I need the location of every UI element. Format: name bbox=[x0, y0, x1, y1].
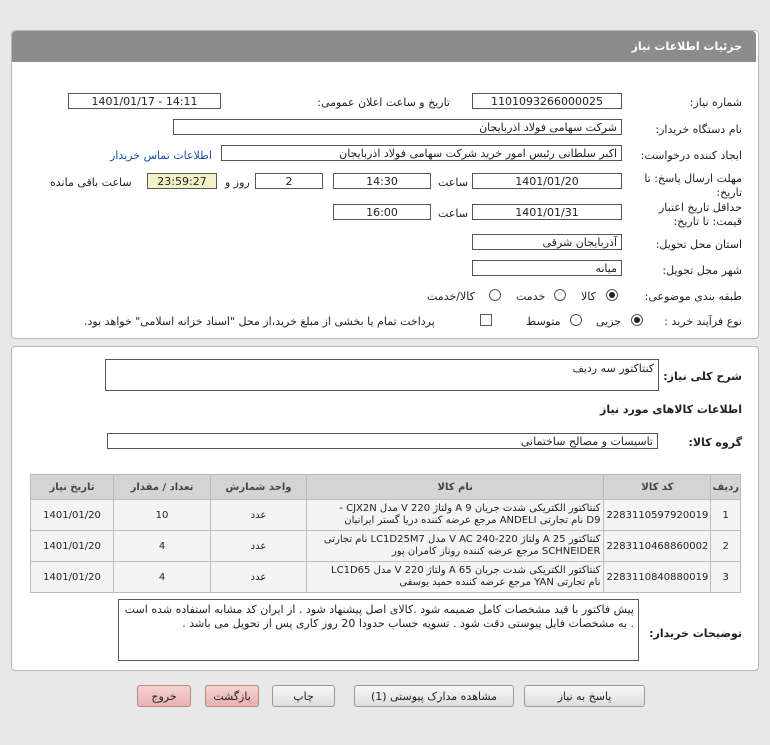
row-need-date: 1401/01/20 bbox=[31, 500, 114, 531]
row-index: 2 bbox=[711, 531, 741, 562]
process-minor-label: جزیی bbox=[596, 315, 622, 328]
announce-date-label: تاریخ و ساعت اعلان عمومی: bbox=[317, 96, 450, 109]
need-number-label: شماره نیاز: bbox=[689, 96, 742, 109]
announce-date-field: 1401/01/17 - 14:11 bbox=[68, 93, 221, 109]
category-goods-radio[interactable] bbox=[606, 289, 618, 301]
deadline-time-field: 14:30 bbox=[333, 173, 431, 189]
deadline-time-label: ساعت bbox=[438, 176, 468, 189]
table-row bbox=[31, 531, 741, 562]
deadline-date-field: 1401/01/20 bbox=[472, 173, 622, 189]
row-name bbox=[307, 531, 604, 562]
page-title: جزئیات اطلاعات نیاز bbox=[631, 40, 742, 53]
row-index: 1 bbox=[711, 500, 741, 531]
need-title-label: شرح کلی نیاز: bbox=[663, 370, 742, 383]
row-name-line2: D9 نام تجارتی ANDELI مرجع عرضه کننده دریا گستر ایرانیان bbox=[344, 515, 601, 526]
city-label: شهر محل تحویل: bbox=[662, 264, 742, 277]
back-button[interactable]: بازگشت bbox=[205, 685, 259, 707]
validity-time-field: 16:00 bbox=[333, 204, 431, 220]
row-quantity: 10 bbox=[114, 500, 211, 531]
days-field: 2 bbox=[255, 173, 323, 189]
process-minor-radio[interactable] bbox=[631, 314, 643, 326]
category-both-radio[interactable] bbox=[489, 289, 501, 301]
row-need-date: 1401/01/20 bbox=[31, 562, 114, 593]
buyer-notes-field: پیش فاکتور با قید مشخصات کامل ضمیمه شود .کالای اصل پیشنهاد شود . از ایران کد مشابه استفاده شده است . به مشخصات فایل پیوستی دقت شود . تسویه حساب حدودا 20 روز کاری پس از تحویل می باشد . bbox=[118, 599, 639, 661]
category-service-radio[interactable] bbox=[554, 289, 566, 301]
category-goods-label: کالا bbox=[581, 290, 596, 303]
col-index: ردیف bbox=[711, 475, 741, 500]
process-medium-radio[interactable] bbox=[570, 314, 582, 326]
validity-time-label: ساعت bbox=[438, 207, 468, 220]
process-label: نوع فرآیند خرید : bbox=[664, 315, 742, 328]
row-quantity: 4 bbox=[114, 562, 211, 593]
row-name-line1: کنتاکتور الکتریکی شدت جریان 9 A ولتاژ 220 V مدل CJX2N - bbox=[339, 503, 601, 514]
table-row bbox=[31, 562, 741, 593]
row-code: 2283110840880019 bbox=[604, 562, 711, 593]
print-button[interactable]: چاپ bbox=[272, 685, 335, 707]
need-number-field: 1101093266000025 bbox=[472, 93, 622, 109]
goods-group-field: تاسیسات و مصالح ساختمانی bbox=[107, 433, 658, 449]
row-quantity: 4 bbox=[114, 531, 211, 562]
validity-label: حداقل تاریخ اعتبار bbox=[658, 201, 742, 214]
city-field: میانه bbox=[472, 260, 622, 276]
row-unit: عدد bbox=[211, 562, 307, 593]
table-header-row bbox=[31, 475, 741, 500]
goods-table bbox=[30, 474, 741, 593]
treasury-payment-label: پرداخت تمام یا بخشی از مبلغ خرید،از محل "اسناد خزانه اسلامی" خواهد بود. bbox=[84, 315, 435, 328]
countdown-field: 23:59:27 bbox=[147, 173, 217, 189]
row-name bbox=[307, 500, 604, 531]
goods-group-label: گروه کالا: bbox=[688, 436, 742, 449]
need-title-field: کنتاکتور سه ردیف bbox=[105, 359, 659, 391]
row-unit: عدد bbox=[211, 500, 307, 531]
row-name bbox=[307, 562, 604, 593]
deadline-label-2: تاریخ: bbox=[716, 186, 742, 199]
row-code: 2283110468860002 bbox=[604, 531, 711, 562]
col-code: کد کالا bbox=[604, 475, 711, 500]
creator-label: ایجاد کننده درخواست: bbox=[640, 149, 742, 162]
remaining-label: ساعت باقی مانده bbox=[50, 176, 132, 189]
col-name: نام کالا bbox=[307, 475, 604, 500]
validity-label-2: قیمت: تا تاریخ: bbox=[673, 215, 742, 228]
col-unit: واحد شمارش bbox=[211, 475, 307, 500]
panel-header bbox=[12, 31, 756, 62]
row-need-date: 1401/01/20 bbox=[31, 531, 114, 562]
row-name-line2: نام تجارتی YAN مرجع عرضه کننده حمید یوسفی bbox=[399, 577, 601, 588]
exit-button[interactable]: خروج bbox=[137, 685, 191, 707]
buyer-label: نام دستگاه خریدار: bbox=[655, 123, 742, 136]
category-label: طبقه بندی موضوعی: bbox=[644, 290, 742, 303]
treasury-payment-checkbox[interactable] bbox=[480, 314, 492, 326]
goods-info-title: اطلاعات کالاهای مورد نیاز bbox=[600, 403, 742, 416]
row-code: 2283110597920019 bbox=[604, 500, 711, 531]
row-name-line1: کنتاکتور الکتریکی شدت جریان 65 A ولتاژ 220 V مدل LC1D65 bbox=[331, 565, 601, 576]
buyer-contact-link[interactable]: اطلاعات تماس خریدار bbox=[110, 149, 212, 162]
validity-date-field: 1401/01/31 bbox=[472, 204, 622, 220]
creator-field: اکبر سلطانی رئیس امور خرید شرکت سهامی فولاد اذربایجان bbox=[221, 145, 622, 161]
row-unit: عدد bbox=[211, 531, 307, 562]
deadline-label: مهلت ارسال پاسخ: تا bbox=[644, 172, 742, 185]
table-row bbox=[31, 500, 741, 531]
row-name-line1: کنتاکتور 25 A ولتاژ 220-240 V AC مدل LC1D25M7 نام تجارتی bbox=[323, 534, 601, 545]
process-medium-label: متوسط bbox=[526, 315, 561, 328]
col-need-date: تاریخ نیاز bbox=[31, 475, 114, 500]
reply-button[interactable]: پاسخ به نیاز bbox=[524, 685, 645, 707]
col-quantity: تعداد / مقدار bbox=[114, 475, 211, 500]
days-label: روز و bbox=[225, 176, 250, 189]
attachments-button[interactable]: مشاهده مدارک پیوستی (1) bbox=[354, 685, 514, 707]
category-service-label: خدمت bbox=[516, 290, 546, 303]
province-label: استان محل تحویل: bbox=[655, 238, 742, 251]
category-both-label: کالا/خدمت bbox=[427, 290, 475, 303]
buyer-field: شرکت سهامی فولاد اذربایجان bbox=[173, 119, 622, 135]
province-field: آذربایجان شرقی bbox=[472, 234, 622, 250]
row-name-line2: SCHNEIDER مرجع عرضه کننده روناز کامران پور bbox=[391, 546, 601, 557]
buyer-notes-label: توضیحات خریدار: bbox=[649, 627, 742, 640]
row-index: 3 bbox=[711, 562, 741, 593]
